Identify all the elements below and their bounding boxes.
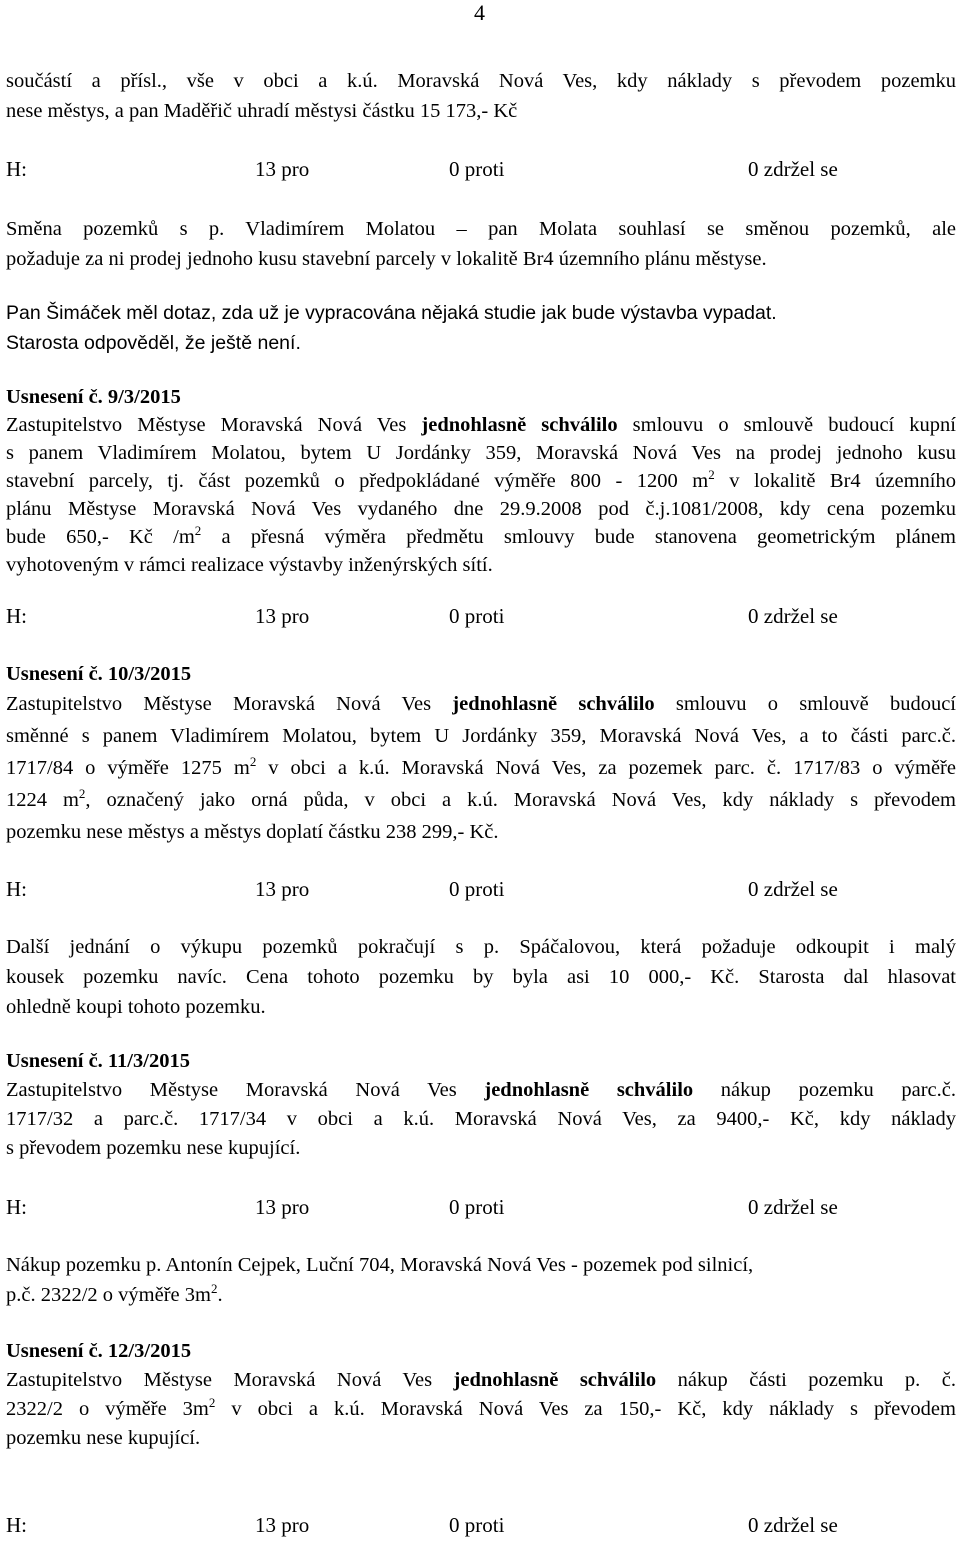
emphasis-approved: jednohlasně schválilo (421, 414, 618, 436)
text-segment: Zastupitelstvo Městyse Moravská Nová Ves (6, 693, 453, 715)
paragraph-purchase-cejpek (6, 1250, 956, 1310)
vote-abstain: 0 zdržel se (748, 1195, 838, 1219)
page-number: 4 (474, 0, 485, 25)
text-segment: smlouvu o smlouvě budoucí (654, 693, 956, 715)
text-segment: v obci a k.ú. Moravská Nová Ves za 150,- Kč, kdy náklady s převodem (215, 1398, 956, 1420)
text-line: směnné s panem Vladimírem Molatou, bytem U Jordánky 359, Moravská Nová Ves, a to části parc.č. (6, 725, 956, 747)
vote-abstain: 0 zdržel se (748, 1513, 838, 1537)
text-segment: Zastupitelstvo Městyse Moravská Nová Ves (6, 1079, 485, 1101)
text-segment: nákup pozemku parc.č. (693, 1079, 956, 1101)
vote-result (6, 154, 956, 184)
text-segment: v obci a k.ú. Moravská Nová Ves, za pozemek parc. č. 1717/83 o výměře (256, 757, 956, 779)
vote-label: H: (6, 877, 27, 901)
vote-against: 0 proti (449, 157, 505, 181)
vote-abstain: 0 zdržel se (748, 157, 838, 181)
vote-abstain: 0 zdržel se (748, 604, 838, 628)
emphasis-approved: jednohlasně schválilo (452, 693, 655, 715)
text-segment: stavební parcely, tj. část pozemků o předpokládané výměře 800 - 1200 m (6, 470, 709, 492)
text-line: Pan Šimáček měl dotaz, zda už je vypracována nějaká studie jak bude výstavba vypadat. (6, 302, 777, 324)
vote-label: H: (6, 604, 27, 628)
text-line: 1717/32 a parc.č. 1717/34 v obci a k.ú. Moravská Nová Ves, za 9400,- Kč, kdy náklady (6, 1108, 956, 1130)
text-segment: , označený jako orná půda, v obci a k.ú. Moravská Nová Ves, kdy náklady s převodem (85, 789, 956, 811)
paragraph-question (6, 298, 956, 358)
vote-result (6, 874, 956, 904)
paragraph-land-exchange (6, 214, 956, 274)
text-line: s panem Vladimírem Molatou, bytem U Jordánky 359, Moravská Nová Ves na prodej jednoho kusu (6, 442, 956, 464)
text-line: požaduje za ni prodej jednoho kusu stavební parcely v lokalitě Br4 územního plánu městyse. (6, 248, 767, 270)
superscript: 2 (708, 467, 715, 482)
vote-for: 13 pro (255, 877, 310, 901)
paragraph-further-purchases (6, 932, 956, 1022)
resolution-11 (6, 1047, 956, 1163)
superscript: 2 (208, 1395, 216, 1410)
vote-for: 13 pro (255, 1195, 310, 1219)
vote-result (6, 1510, 956, 1540)
text-segment: 1717/84 o výměře 1275 m (6, 757, 250, 779)
resolution-heading: Usnesení č. 10/3/2015 (6, 663, 192, 685)
text-line: Starosta odpověděl, že ještě není. (6, 332, 301, 354)
text-segment: smlouvu o smlouvě budoucí kupní (617, 414, 956, 436)
text-line: Směna pozemků s p. Vladimírem Molatou – pan Molata souhlasí se směnou pozemků, ale (6, 218, 956, 240)
text-line: Nákup pozemku p. Antonín Cejpek, Luční 704, Moravská Nová Ves - pozemek pod silnicí, (6, 1254, 754, 1276)
vote-result (6, 1192, 956, 1222)
text-line: pozemku nese městys a městys doplatí částku 238 299,- Kč. (6, 821, 499, 843)
emphasis-approved: jednohlasně schválilo (484, 1079, 694, 1101)
vote-label: H: (6, 1195, 27, 1219)
text-line: kousek pozemku navíc. Cena tohoto pozemku by byla asi 10 000,- Kč. Starosta dal hlasovat (6, 966, 956, 988)
text-line: Další jednání o výkupu pozemků pokračují s p. Spáčalovou, která požaduje odkoupit i malý (6, 936, 956, 958)
text-line: s převodem pozemku nese kupující. (6, 1137, 301, 1159)
text-segment: a přesná výměra předmětu smlouvy bude stanovena geometrickým plánem (201, 526, 956, 548)
vote-against: 0 proti (449, 1195, 505, 1219)
vote-result (6, 601, 956, 631)
text-segment: bude 650,- Kč /m (6, 526, 195, 548)
text-line: plánu Městyse Moravská Nová Ves vydaného dne 29.9.2008 pod č.j.1081/2008, kdy cena pozemku (6, 498, 956, 520)
resolution-10 (6, 660, 956, 848)
resolution-9 (6, 383, 956, 579)
vote-label: H: (6, 157, 27, 181)
text-segment: 1224 m (6, 789, 79, 811)
text-segment: nákup části pozemku p. č. (656, 1369, 956, 1391)
resolution-heading: Usnesení č. 12/3/2015 (6, 1340, 192, 1362)
emphasis-approved: jednohlasně schválilo (453, 1369, 657, 1391)
vote-against: 0 proti (449, 877, 505, 901)
text-segment: 2322/2 o výměře 3m (6, 1398, 209, 1420)
text-line: pozemku nese kupující. (6, 1427, 201, 1449)
text-line: nese městys, a pan Maděřič uhradí městysi částku 15 173,- Kč (6, 100, 518, 122)
superscript: 2 (210, 1281, 218, 1296)
resolution-heading: Usnesení č. 9/3/2015 (6, 386, 181, 408)
resolution-heading: Usnesení č. 11/3/2015 (6, 1050, 190, 1072)
vote-for: 13 pro (255, 157, 310, 181)
resolution-12 (6, 1337, 956, 1453)
text-line: vyhotoveným v rámci realizace výstavby inženýrských sítí. (6, 554, 493, 576)
vote-for: 13 pro (255, 1513, 310, 1537)
text-line: součástí a přísl., vše v obci a k.ú. Moravská Nová Ves, kdy náklady s převodem pozemku (6, 70, 956, 92)
text-segment: Zastupitelstvo Městyse Moravská Nová Ves (6, 414, 422, 436)
superscript: 2 (249, 754, 257, 769)
vote-abstain: 0 zdržel se (748, 877, 838, 901)
superscript: 2 (194, 523, 202, 538)
text-line: ohledně koupi tohoto pozemku. (6, 996, 266, 1018)
superscript: 2 (78, 786, 86, 801)
vote-label: H: (6, 1513, 27, 1537)
text-segment: Zastupitelstvo Městyse Moravská Nová Ves (6, 1369, 454, 1391)
text-segment: . (217, 1284, 223, 1306)
text-segment: v lokalitě Br4 územního (714, 470, 956, 492)
paragraph-land-transfer (6, 66, 956, 126)
vote-against: 0 proti (449, 1513, 505, 1537)
vote-against: 0 proti (449, 604, 505, 628)
text-segment: p.č. 2322/2 o výměře 3m (6, 1284, 211, 1306)
vote-for: 13 pro (255, 604, 310, 628)
